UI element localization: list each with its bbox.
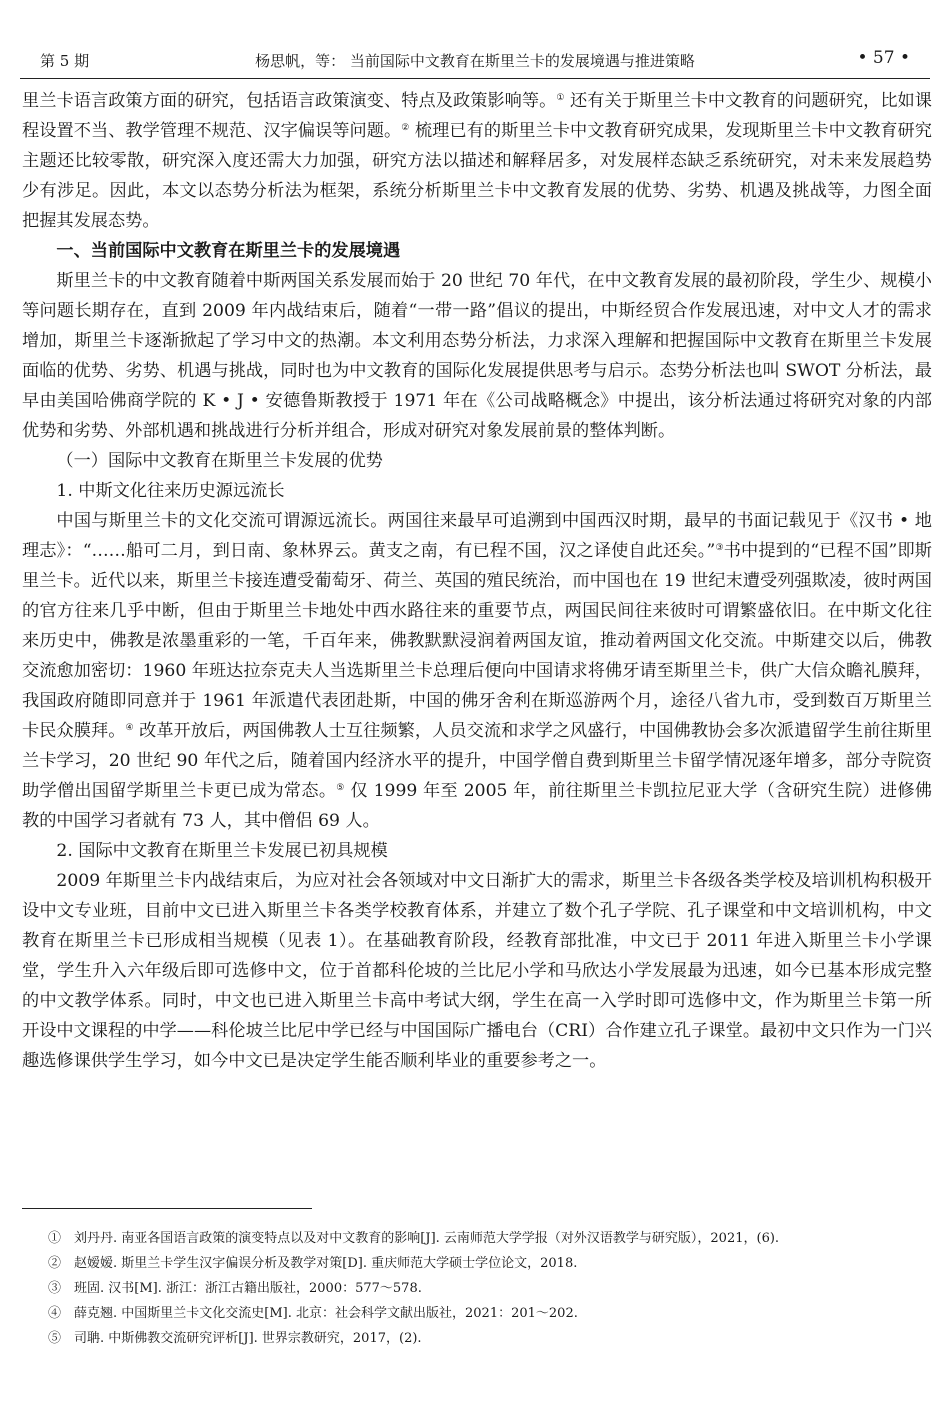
text-span: 梳理已有的斯里兰卡中文教育研究成果，发现斯里兰卡中文教育研究主题还比较零散，研究深入度还需大力加强，研究方法以描述和解释居多，对发展样态缺乏系统研究，对未来发展趋势少有涉足。因此，本文以态势分析法为框架，系统分析斯里兰卡中文教育发展的优势、劣势、机遇及挑战等，力图全面把握其发展态势。 bbox=[22, 121, 932, 231]
footnote-3 bbox=[22, 1276, 932, 1301]
text-span: 中国与斯里兰卡的文化交流可谓源远流长。两国往来最早可追溯到中国西汉时期，最早的书面记载见于《汉书 • 地理志》：“……船可二月，到日南、象林界云。黄支之南，有已程不国，汉之译使自此还矣。” bbox=[22, 511, 932, 561]
footnote-mark: ① bbox=[48, 1231, 62, 1246]
footnote-text: 赵嫒嫒. 斯里兰卡学生汉字偏误分析及教学对策[D]. 重庆师范大学硕士学位论文，2018. bbox=[74, 1256, 578, 1271]
footnote-2 bbox=[22, 1251, 932, 1276]
footnote-1 bbox=[22, 1226, 932, 1251]
footnote-mark: ⑤ bbox=[48, 1331, 62, 1346]
footnote-ref-3: ③ bbox=[715, 543, 724, 553]
running-title: 杨思帆，等： 当前国际中文教育在斯里兰卡的发展境遇与推进策略 bbox=[255, 52, 695, 70]
footnote-mark: ③ bbox=[48, 1281, 62, 1296]
text-span: 改革开放后，两国佛教人士互往频繁，人员交流和求学之风盛行，中国佛教协会多次派遣留学生前往斯里兰卡学习，20 世纪 90 年代之后，随着国内经济水平的提升，中国学僧自费到斯里兰卡留学情况逐年增多，部分寺院资助学僧出国留学斯里兰卡更已成为常态。 bbox=[22, 721, 932, 801]
footnote-ref-5: ⑤ bbox=[336, 783, 345, 793]
paragraph-cultural-history bbox=[22, 506, 932, 836]
footnote-5 bbox=[22, 1326, 932, 1351]
footnote-ref-4: ④ bbox=[125, 723, 134, 733]
subsubsection-heading-1: 1. 中斯文化往来历史源远流长 bbox=[56, 481, 285, 501]
text-span: 还有关于斯里兰卡中文教育的问题研究，比如课程设置不当、教学管理不规范、汉字偏误等问题。 bbox=[22, 91, 932, 141]
footnote-text: 刘丹丹. 南亚各国语言政策的演变特点以及对中文教育的影响[J]. 云南师范大学学报（对外汉语教学与研究版），2021，(6). bbox=[74, 1231, 780, 1246]
subsubsection-heading-2: 2. 国际中文教育在斯里兰卡发展已初具规模 bbox=[56, 841, 388, 861]
page-number: • 57 • bbox=[857, 48, 910, 68]
footnote-text: 班固. 汉书[M]. 浙江：浙江古籍出版社，2000：577～578. bbox=[74, 1281, 422, 1296]
paragraph-swot-intro: 斯里兰卡的中文教育随着中斯两国关系发展而始于 20 世纪 70 年代，在中文教育发展的最初阶段，学生少、规模小等问题长期存在，直到 2009 年内战结束后，随着“一带一路”倡议的提出，中斯经贸合作发展迅速，对中文人才的需求增加，斯里兰卡逐渐掀起了学习中文的热潮。本文利用态势分析法，力求深入理解和把握国际中文教育在斯里兰卡发展面临的优势、劣势、机遇与挑战，同时也为中文教育的国际化发展提供思考与启示。态势分析法也叫 SWOT 分析法，最早由美国哈佛商学院的 K • J • 安德鲁斯教授于 1971 年在《公司战略概念》中提出，该分析法通过将研究对象的内部优势和劣势、外部机遇和挑战进行分析并组合，形成对研究对象发展前景的整体判断。 bbox=[22, 271, 932, 441]
running-header bbox=[20, 48, 930, 79]
issue-label: 第 5 期 bbox=[40, 52, 90, 70]
footnote-mark: ② bbox=[48, 1256, 62, 1271]
text-span: 仅 1999 年至 2005 年，前往斯里兰卡凯拉尼亚大学（含研究生院）进修佛教的中国学习者就有 73 人，其中僧侣 69 人。 bbox=[22, 781, 932, 831]
footnote-ref-1: ① bbox=[556, 93, 565, 103]
footnote-ref-2: ② bbox=[401, 123, 410, 133]
footnotes bbox=[22, 1226, 932, 1351]
footnote-text: 薛克翘. 中国斯里兰卡文化交流史[M]. 北京：社会科学文献出版社，2021：201～202. bbox=[74, 1306, 578, 1321]
subsection-heading: （一）国际中文教育在斯里兰卡发展的优势 bbox=[56, 451, 383, 471]
paragraph-scale: 2009 年斯里兰卡内战结束后，为应对社会各领域对中文日渐扩大的需求，斯里兰卡各级各类学校及培训机构积极开设中文专业班，目前中文已进入斯里兰卡各类学校教育体系，并建立了数个孔子学院、孔子课堂和中文培训机构，中文教育在斯里兰卡已形成相当规模（见表 1）。在基础教育阶段，经教育部批准，中文已于 2011 年进入斯里兰卡小学课堂，学生升入六年级后即可选修中文，位于首都科伦坡的兰比尼小学和马欣达小学发展最为迅速，如今已基本形成完整的中文教学体系。同时，中文也已进入斯里兰卡高中考试大纲，学生在高一入学时即可选修中文，作为斯里兰卡第一所开设中文课程的中学——科伦坡兰比尼中学已经与中国国际广播电台（CRI）合作建立孔子课堂。最初中文只作为一门兴趣选修课供学生学习，如今中文已是决定学生能否顺利毕业的重要参考之一。 bbox=[22, 871, 932, 1071]
footnote-rule bbox=[22, 1208, 312, 1209]
paragraph-continued bbox=[22, 86, 932, 236]
footnote-4 bbox=[22, 1301, 932, 1326]
text-span: 里兰卡语言政策方面的研究，包括语言政策演变、特点及政策影响等。 bbox=[22, 91, 557, 111]
footnote-mark: ④ bbox=[48, 1306, 62, 1321]
footnote-text: 司聃. 中斯佛教交流研究评析[J]. 世界宗教研究，2017，(2). bbox=[74, 1331, 422, 1346]
section-heading: 一、当前国际中文教育在斯里兰卡的发展境遇 bbox=[56, 241, 401, 261]
text-span: 书中提到的“已程不国”即斯里兰卡。近代以来，斯里兰卡接连遭受葡萄牙、荷兰、英国的殖民统治，而中国也在 19 世纪末遭受列强欺凌，彼时两国的官方往来几乎中断，但由于斯里兰卡地处中西水路往来的重要节点，两国民间往来彼时可谓繁盛依旧。在中斯文化往来历史中，佛教是浓墨重彩的一笔，千百年来，佛教默默浸润着两国友谊，推动着两国文化交流。中斯建交以后，佛教交流愈加密切：1960 年班达拉奈克夫人当选斯里兰卡总理后便向中国请求将佛牙请至斯里兰卡，供广大信众瞻礼膜拜，我国政府随即同意并于 1961 年派遣代表团赴斯，中国的佛牙舍利在斯巡游两个月，途径八省九市，受到数百万斯里兰卡民众膜拜。 bbox=[22, 541, 932, 741]
article-body bbox=[22, 86, 932, 1076]
